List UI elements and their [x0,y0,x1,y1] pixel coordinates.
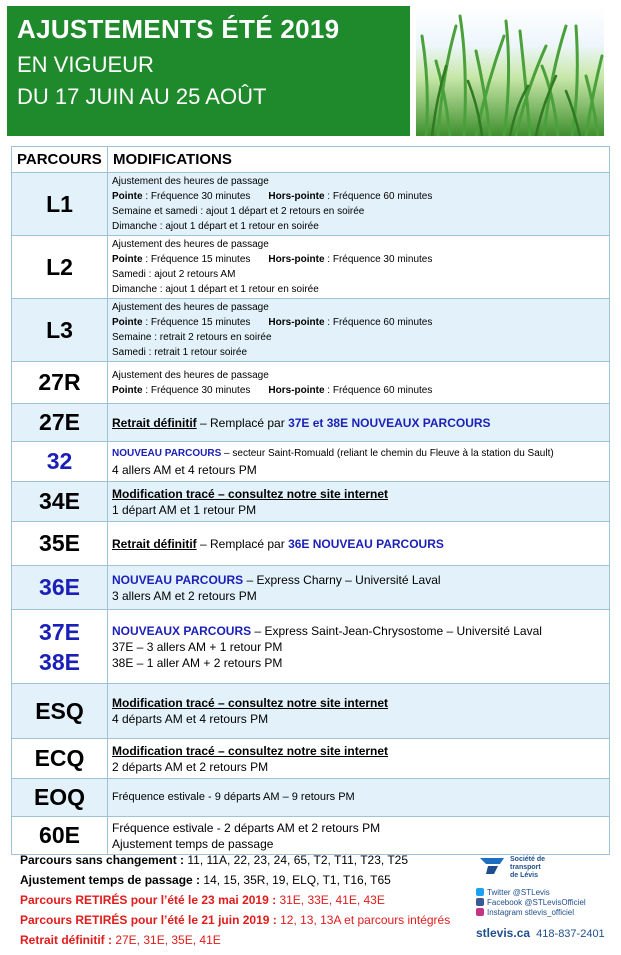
table-row [12,566,610,610]
table-header-row [12,147,610,173]
instagram-link[interactable]: Instagram stlevis_officiel [476,908,586,918]
footer-line: Parcours sans changement : 11, 11A, 22, 23, 24, 65, T2, T11, T23, T25 [20,853,408,867]
route-modification: Retrait définitif – Remplacé par 37E et 38E NOUVEAUX PARCOURS [108,404,610,442]
table-row [12,173,610,236]
route-code: 34E [12,482,108,522]
header-subtitle: EN VIGUEUR [17,52,154,77]
contact-line [476,926,605,940]
route-modification: Ajustement des heures de passage Pointe : Fréquence 30 minutes Hors-pointe : Fréquence 60 minutes [108,362,610,404]
table-row [12,739,610,779]
route-code: 27R [12,362,108,404]
route-modification: Fréquence estivale - 2 départs AM et 2 retours PM Ajustement temps de passage [108,817,610,855]
header-banner [7,6,410,136]
route-code: L2 [12,236,108,299]
column-header-modifications: MODIFICATIONS [108,147,610,173]
route-code: EOQ [12,779,108,817]
page-title: AJUSTEMENTS ÉTÉ 2019 [17,14,340,44]
table-row [12,684,610,739]
route-modification: Ajustement des heures de passage Pointe : Fréquence 15 minutes Hors-pointe : Fréquence 60 minutes Semaine : retrait 2 retours en soirée Samedi : retrait 1 retour soirée [108,299,610,362]
table-row [12,610,610,684]
footer-line: Parcours RETIRÉS pour l’été le 21 juin 2019 : 12, 13, 13A et parcours intégrés [20,913,451,927]
footer-line: Retrait définitif : 27E, 31E, 35E, 41E [20,933,221,947]
facebook-link[interactable]: Facebook @STLevisOfficiel [476,898,586,908]
stlevis-logo-icon [478,854,506,876]
route-modification: NOUVEAUX PARCOURS – Express Saint-Jean-Chrysostome – Université Laval 37E – 3 allers AM + 1 retour PM 38E – 1 aller AM + 2 retours PM [108,610,610,684]
grass-illustration [416,6,604,136]
route-modification: Modification tracé – consultez notre site internet 1 départ AM et 1 retour PM [108,482,610,522]
footer-notes [20,850,460,950]
table-row [12,362,610,404]
column-header-parcours: PARCOURS [12,147,108,173]
logo-name: Société de transport de Lévis [510,856,546,879]
stlevis-logo-block [470,848,610,944]
footer-line: Parcours RETIRÉS pour l’été le 23 mai 2019 : 31E, 33E, 41E, 43E [20,893,385,907]
route-code: L3 [12,299,108,362]
twitter-icon [476,888,484,896]
table-row [12,482,610,522]
route-code: 32 [12,442,108,482]
twitter-link[interactable]: Twitter @STLevis [476,888,586,898]
route-modification: Retrait définitif – Remplacé par 36E NOUVEAU PARCOURS [108,522,610,566]
table-row [12,779,610,817]
table-row [12,299,610,362]
header-dates: DU 17 JUIN AU 25 AOÛT [17,84,267,109]
route-code: ECQ [12,739,108,779]
route-code: ESQ [12,684,108,739]
table-row [12,522,610,566]
instagram-icon [476,908,484,916]
route-code: 27E [12,404,108,442]
modifications-table [11,146,610,855]
route-code: L1 [12,173,108,236]
website-link[interactable]: stlevis.ca [476,926,531,940]
route-modification: Fréquence estivale - 9 départs AM – 9 retours PM [108,779,610,817]
route-modification: Modification tracé – consultez notre site internet 2 départs AM et 2 retours PM [108,739,610,779]
route-code: 36E [12,566,108,610]
footer-line: Ajustement temps de passage : 14, 15, 35R, 19, ELQ, T1, T16, T65 [20,873,391,887]
route-modification: Modification tracé – consultez notre site internet 4 départs AM et 4 retours PM [108,684,610,739]
route-modification: Ajustement des heures de passage Pointe : Fréquence 15 minutes Hors-pointe : Fréquence 30 minutes Samedi : ajout 2 retours AM Dimanche : ajout 1 départ et 1 retour en soirée [108,236,610,299]
grass-image [416,6,604,136]
route-modification: NOUVEAU PARCOURS – secteur Saint-Romuald (reliant le chemin du Fleuve à la station du Sault) 4 allers AM et 4 retours PM [108,442,610,482]
phone-number: 418-837-2401 [536,928,605,940]
route-modification: NOUVEAU PARCOURS – Express Charny – Université Laval 3 allers AM et 2 retours PM [108,566,610,610]
route-code: 35E [12,522,108,566]
table-row [12,236,610,299]
facebook-icon [476,898,484,906]
route-modification: Ajustement des heures de passage Pointe : Fréquence 30 minutes Hors-pointe : Fréquence 60 minutes Semaine et samedi : ajout 1 départ et 2 retours en soirée Dimanche : ajout 1 départ et 1 retour en soirée [108,173,610,236]
table-row [12,404,610,442]
table-row [12,442,610,482]
route-code: 37E 38E [12,610,108,684]
social-links [476,888,586,918]
route-code: 60E [12,817,108,855]
